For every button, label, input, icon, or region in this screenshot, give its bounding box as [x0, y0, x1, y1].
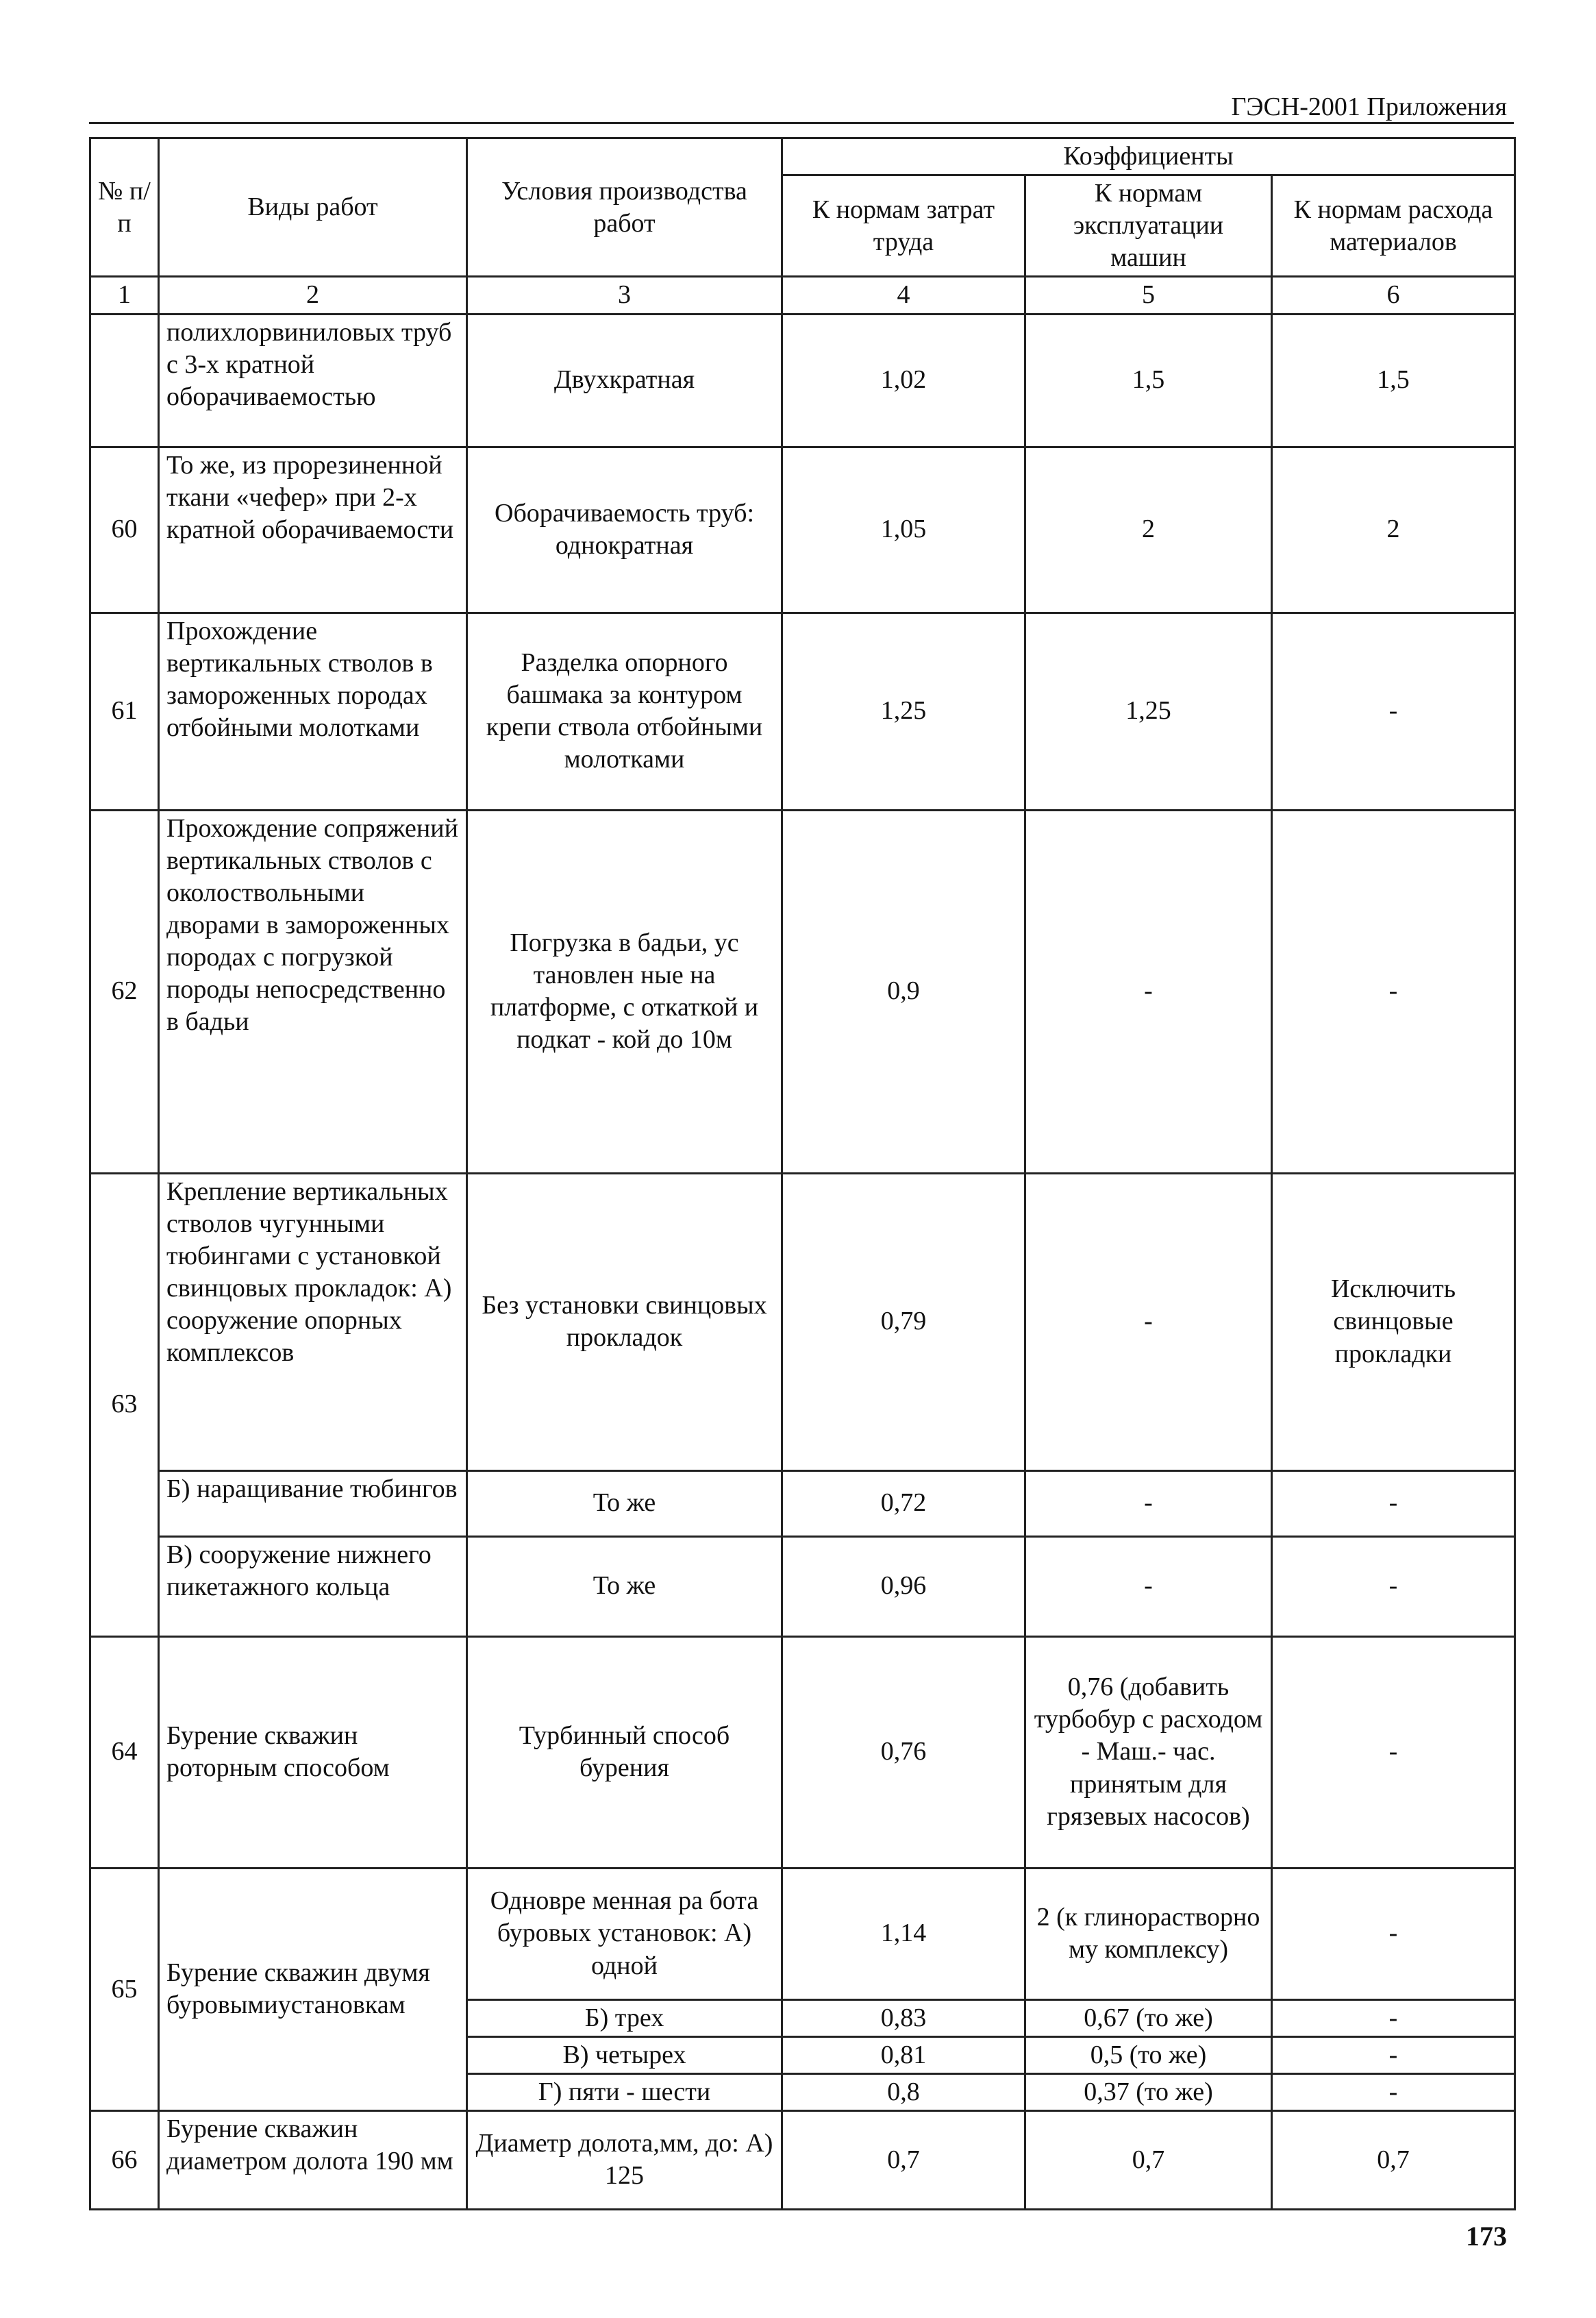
materials-cell: -	[1272, 1636, 1515, 1868]
materials-cell: -	[1272, 1868, 1515, 1999]
materials-cell: 1,5	[1272, 314, 1515, 447]
conditions-cell: Двухкратная	[467, 314, 782, 447]
materials-cell: -	[1272, 613, 1515, 810]
row-number	[90, 314, 159, 447]
table-row	[90, 314, 1515, 447]
labor-cell: 1,02	[782, 314, 1025, 447]
colnum-2: 2	[159, 277, 467, 314]
machines-cell: 2	[1025, 447, 1272, 613]
coefficients-table	[89, 137, 1516, 2210]
machines-cell: 0,7	[1025, 2110, 1272, 2209]
works-cell: То же, из прорезиненной ткани «чефер» при 2-х кратной оборачиваемости	[159, 447, 467, 613]
row-number: 66	[90, 2110, 159, 2209]
labor-cell: 1,05	[782, 447, 1025, 613]
conditions-cell: Погрузка в бадьи, ус тановлен ные на платформе, с откаткой и подкат - кой до 10м	[467, 810, 782, 1173]
colnum-1: 1	[90, 277, 159, 314]
header-works: Виды работ	[159, 138, 467, 277]
conditions-cell: В) четырех	[467, 2036, 782, 2073]
labor-cell: 1,14	[782, 1868, 1025, 1999]
machines-cell: 1,25	[1025, 613, 1272, 810]
labor-cell: 0,8	[782, 2073, 1025, 2110]
table-row	[90, 1173, 1515, 1470]
labor-cell: 1,25	[782, 613, 1025, 810]
conditions-cell: Разделка опорного башмака за контуром крепи ствола отбойными молотками	[467, 613, 782, 810]
column-number-row	[90, 277, 1515, 314]
materials-cell: -	[1272, 1470, 1515, 1536]
machines-cell: 1,5	[1025, 314, 1272, 447]
machines-cell: 0,67 (то же)	[1025, 1999, 1272, 2036]
works-cell: Бурение скважин роторным способом	[159, 1636, 467, 1868]
materials-cell: -	[1272, 2073, 1515, 2110]
machines-cell: 2 (к глинорастворно му комплексу)	[1025, 1868, 1272, 1999]
header-coefficients: Коэффициенты	[782, 138, 1515, 175]
works-cell: Крепление вертикальных стволов чугунными тюбингами с установкой свинцовых прокладок: А) сооружение опорных комплексов	[159, 1173, 467, 1470]
colnum-4: 4	[782, 277, 1025, 314]
row-number: 61	[90, 613, 159, 810]
labor-cell: 0,83	[782, 1999, 1025, 2036]
conditions-cell: Диаметр долота,мм, до: А) 125	[467, 2110, 782, 2209]
conditions-cell: Турбинный способ бурения	[467, 1636, 782, 1868]
labor-cell: 0,76	[782, 1636, 1025, 1868]
table-row	[90, 447, 1515, 613]
colnum-5: 5	[1025, 277, 1272, 314]
labor-cell: 0,96	[782, 1536, 1025, 1636]
header-machines: К нормам эксплуатации машин	[1025, 175, 1272, 277]
machines-cell: -	[1025, 810, 1272, 1173]
labor-cell: 0,81	[782, 2036, 1025, 2073]
header-labor: К нормам затрат труда	[782, 175, 1025, 277]
works-cell: Бурение скважин диаметром долота 190 мм	[159, 2110, 467, 2209]
header-row	[90, 138, 1515, 175]
conditions-cell: Г) пяти - шести	[467, 2073, 782, 2110]
colnum-3: 3	[467, 277, 782, 314]
works-cell: Бурение скважин двумя буровымиустановкам	[159, 1868, 467, 2110]
conditions-cell: То же	[467, 1470, 782, 1536]
machines-cell: -	[1025, 1173, 1272, 1470]
conditions-cell: То же	[467, 1536, 782, 1636]
machines-cell: -	[1025, 1470, 1272, 1536]
works-cell: В) сооружение нижнего пикетажного кольца	[159, 1536, 467, 1636]
materials-cell: 0,7	[1272, 2110, 1515, 2209]
table-row	[90, 1868, 1515, 1999]
works-cell: Прохождение вертикальных стволов в замороженных породах отбойными молотками	[159, 613, 467, 810]
conditions-cell: Б) трех	[467, 1999, 782, 2036]
labor-cell: 0,72	[782, 1470, 1025, 1536]
machines-cell: 0,37 (то же)	[1025, 2073, 1272, 2110]
works-cell: полихлорвиниловых труб с 3-х кратной оборачиваемостью	[159, 314, 467, 447]
labor-cell: 0,7	[782, 2110, 1025, 2209]
table-row	[90, 2110, 1515, 2209]
materials-cell: -	[1272, 1999, 1515, 2036]
labor-cell: 0,9	[782, 810, 1025, 1173]
machines-cell: 0,5 (то же)	[1025, 2036, 1272, 2073]
labor-cell: 0,79	[782, 1173, 1025, 1470]
table-row	[90, 1536, 1515, 1636]
table-row	[90, 613, 1515, 810]
row-number: 63	[90, 1173, 159, 1636]
table-row	[90, 810, 1515, 1173]
materials-cell: 2	[1272, 447, 1515, 613]
header-materials: К нормам расхода материалов	[1272, 175, 1515, 277]
row-number: 60	[90, 447, 159, 613]
header-conditions: Условия производства работ	[467, 138, 782, 277]
colnum-6: 6	[1272, 277, 1515, 314]
row-number: 65	[90, 1868, 159, 2110]
materials-cell: -	[1272, 810, 1515, 1173]
materials-cell: Исключить свинцовые прокладки	[1272, 1173, 1515, 1470]
works-cell: Прохождение сопряжений вертикальных стволов с околоствольными дворами в замороженных породах с погрузкой породы непосредственно в бадьи	[159, 810, 467, 1173]
materials-cell: -	[1272, 1536, 1515, 1636]
page-header	[89, 88, 1514, 124]
conditions-cell: Оборачиваемость труб: однократная	[467, 447, 782, 613]
conditions-cell: Одновре менная ра бота буровых установок: А) одной	[467, 1868, 782, 1999]
conditions-cell: Без установки свинцовых прокладок	[467, 1173, 782, 1470]
table-row	[90, 1470, 1515, 1536]
machines-cell: -	[1025, 1536, 1272, 1636]
materials-cell: -	[1272, 2036, 1515, 2073]
header-no: № п/п	[90, 138, 159, 277]
document-title: ГЭСН-2001 Приложения	[1231, 93, 1507, 121]
page-number: 173	[1466, 2221, 1507, 2252]
row-number: 62	[90, 810, 159, 1173]
table-row	[90, 1636, 1515, 1868]
row-number: 64	[90, 1636, 159, 1868]
works-cell: Б) наращивание тюбингов	[159, 1470, 467, 1536]
machines-cell: 0,76 (добавить турбобур с расходом - Маш.- час. принятым для грязевых насосов)	[1025, 1636, 1272, 1868]
